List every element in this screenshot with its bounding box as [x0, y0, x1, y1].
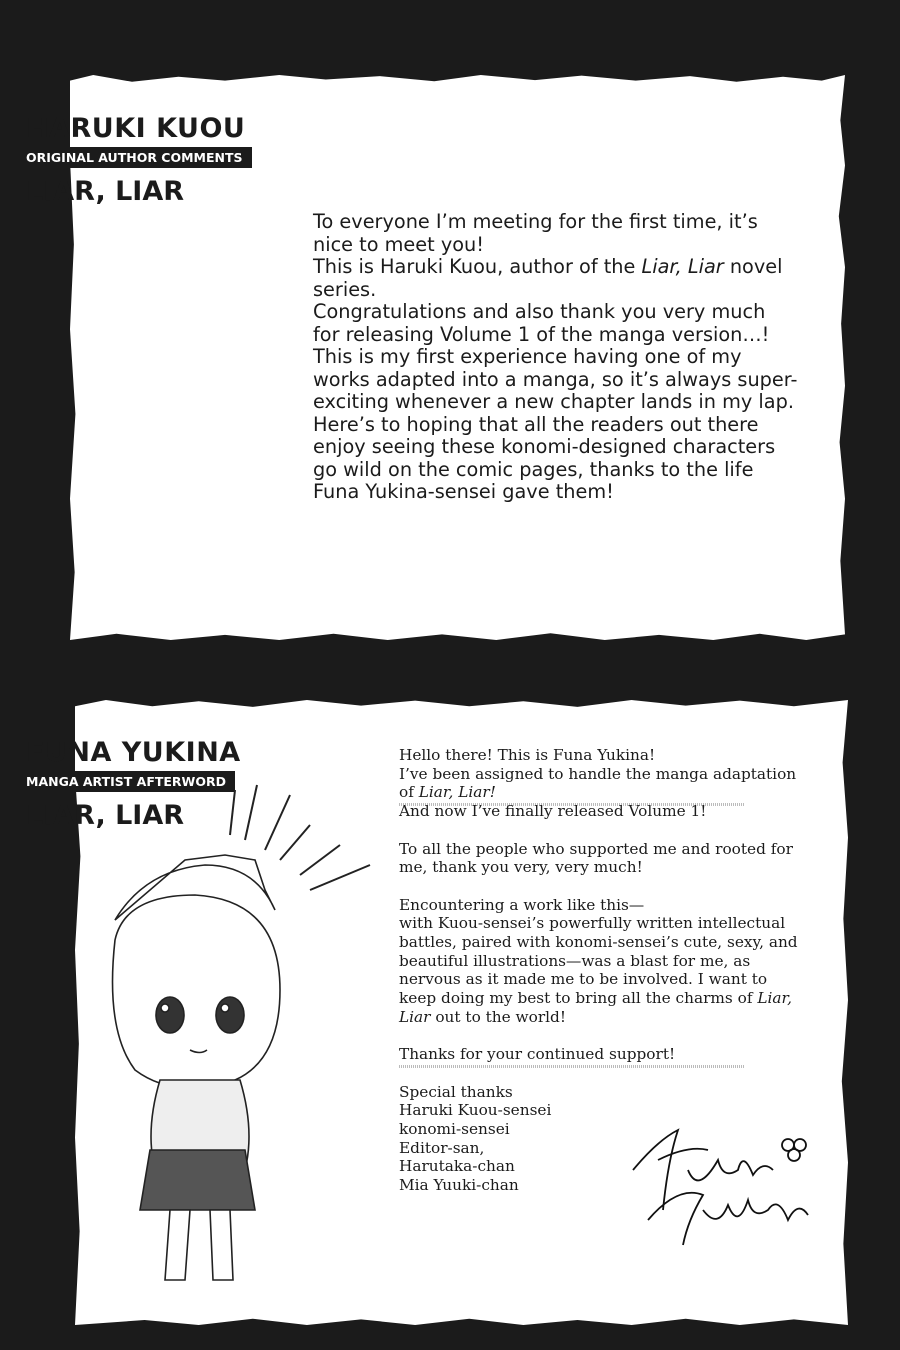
text-line: series.: [313, 277, 377, 301]
text-line: keep doing my best to bring all the charms of Liar,: [399, 989, 793, 1008]
text-line: Mia Yuuki-chan: [399, 1176, 519, 1195]
text-line: with Kuou-sensei’s powerfully written intellectual: [399, 914, 786, 933]
text-line: Encountering a work like this—: [399, 895, 645, 914]
text-line: Haruki Kuou-sensei: [399, 1101, 552, 1120]
text-line: Special thanks: [399, 1082, 513, 1101]
author-comment-text: [313, 211, 803, 504]
author-header: [26, 113, 252, 207]
text-line: I’ve been assigned to handle the manga adaptation: [399, 764, 797, 783]
artist-series-title: LIAR, LIAR: [26, 800, 185, 831]
text-line: Hello there! This is Funa Yukina!: [399, 746, 656, 764]
text-line: This is Haruki Kuou, author of the Liar, Liar novel: [313, 255, 783, 278]
text-line: of Liar, Liar!: [399, 783, 496, 802]
text-line: go wild on the comic pages, thanks to the life: [313, 457, 754, 481]
text-line: beautiful illustrations—was a blast for me, as: [399, 951, 751, 970]
text-line: Liar out to the world!: [399, 1007, 566, 1026]
text-line: battles, paired with konomi-sensei’s cute, sexy, and: [399, 933, 798, 951]
text-line: Thanks for your continued support!: [399, 1045, 676, 1064]
text-line: Congratulations and also thank you very much: [313, 300, 766, 323]
text-line: works adapted into a manga, so it’s always super-: [313, 367, 798, 391]
text-line: Editor-san,: [399, 1138, 485, 1157]
author-series-title: LIAR, LIAR: [26, 176, 185, 207]
text-line: To all the people who supported me and rooted for: [399, 839, 793, 858]
text-line: Here’s to hoping that all the readers out there: [313, 412, 759, 436]
text-line: Harutaka-chan: [399, 1157, 515, 1176]
italic-title: Liar, Liar!: [418, 783, 496, 802]
author-name: HARUKI KUOU: [26, 113, 246, 144]
text-line: nervous as it made me to be involved. I want to: [399, 970, 768, 989]
text-line: konomi-sensei: [399, 1120, 510, 1138]
italic-title: Liar: [399, 1007, 431, 1026]
text-line: And now I’ve finally released Volume 1!: [399, 802, 707, 821]
italic-title: Liar,: [757, 989, 793, 1008]
italic-title: Liar, Liar: [641, 255, 724, 278]
text-line: Funa Yukina-sensei gave them!: [313, 480, 614, 503]
artist-tag: MANGA ARTIST AFTERWORD: [0, 771, 235, 792]
text-line: exciting whenever a new chapter lands in my lap.: [313, 390, 794, 413]
text-line: me, thank you very, very much!: [399, 858, 643, 877]
text-line: This is my first experience having one of my: [313, 345, 742, 368]
text-line: nice to meet you!: [313, 232, 485, 256]
artist-name: FUNA YUKINA: [26, 737, 241, 768]
author-tag: ORIGINAL AUTHOR COMMENTS: [0, 147, 252, 168]
chibi-character-illustration: [85, 770, 385, 1310]
artist-signature: [628, 1100, 818, 1250]
text-line: for releasing Volume 1 of the manga version…!: [313, 322, 770, 346]
text-line: To everyone I’m meeting for the first time, it’s: [313, 210, 758, 233]
text-line: enjoy seeing these konomi-designed characters: [313, 435, 776, 458]
